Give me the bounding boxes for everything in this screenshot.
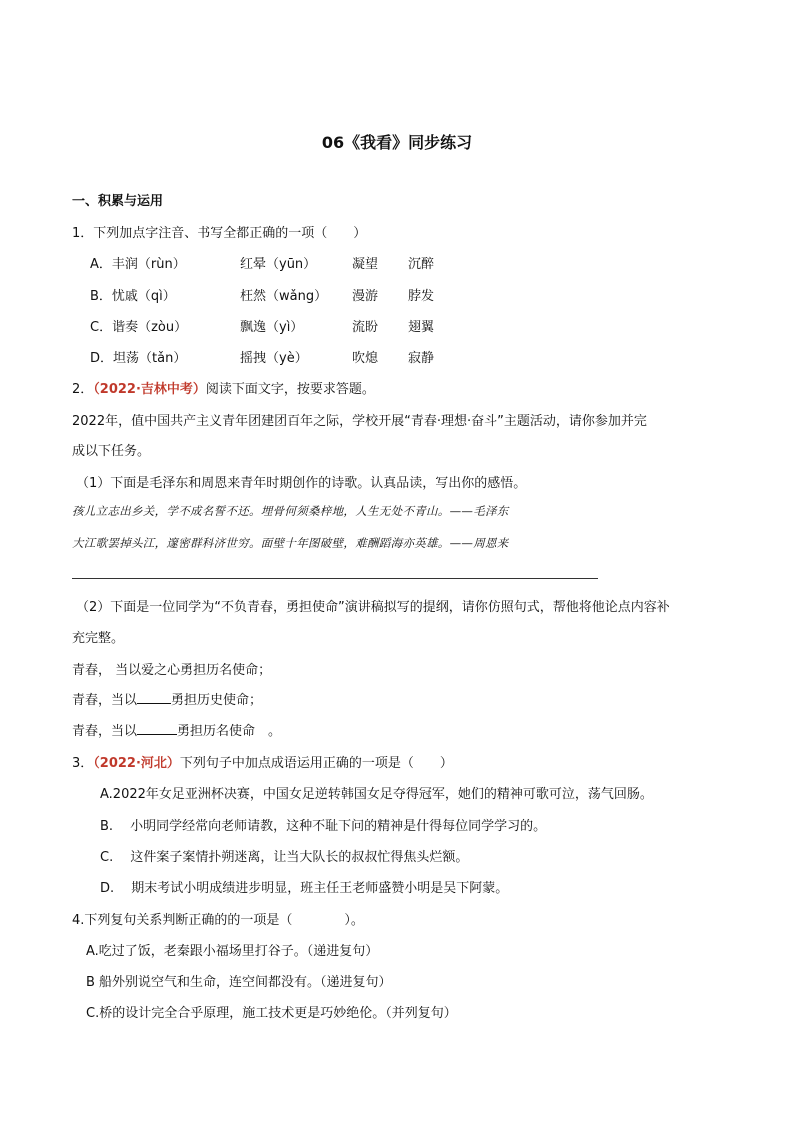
q3-stem xyxy=(72,752,453,771)
q3-option-d[interactable]: D. 期末考试小明成绩进步明显，班主任王老师盛赞小明是吴下阿蒙。 xyxy=(100,881,509,896)
option-label: B．忧戚（qì） xyxy=(90,289,176,304)
q3-number: 3． xyxy=(72,756,94,771)
q3-source-tag: （2022·河北） xyxy=(93,756,180,771)
q4-option-a[interactable]: A.吃过了饭，老秦跟小福场里打谷子。（递进复句） xyxy=(86,944,379,959)
q4-stem: 4.下列复句关系判断正确的的一项是（ ）。 xyxy=(72,913,364,928)
q2-intro-line-1: 2022年，值中国共产主义青年团建团百年之际，学校开展“青春·理想·奋斗”主题活动，请你参加并完 xyxy=(72,414,647,429)
option-word-2: 飘逸（yì） xyxy=(240,320,304,335)
outline-prefix: 青春，当以 xyxy=(72,724,138,739)
option-word-4: 沉醉 xyxy=(408,257,435,272)
fill-blank-2[interactable] xyxy=(137,722,177,735)
outline-suffix: 勇担历史使命； xyxy=(171,693,263,708)
option-word-3: 凝望 xyxy=(352,257,379,272)
option-word-4: 翅翼 xyxy=(408,320,435,335)
outline-prefix: 青春，当以 xyxy=(72,693,138,708)
option-word-3: 吹熄 xyxy=(352,351,379,366)
outline-line-3 xyxy=(72,720,281,739)
option-word-3: 漫游 xyxy=(352,289,379,304)
option-word-3: 流盼 xyxy=(352,320,379,335)
q1-stem: 1．下列加点字注音、书写全都正确的一项（ ） xyxy=(72,226,367,241)
option-word-2: 红晕（yūn） xyxy=(240,257,317,272)
option-word-2: 摇拽（yè） xyxy=(240,351,308,366)
poem-mao: 孩儿立志出乡关，学不成名誓不还。埋骨何须桑梓地，人生无处不青山。——毛泽东 xyxy=(72,504,509,518)
option-label: A．丰润（rùn） xyxy=(90,257,186,272)
q4-option-b[interactable]: B 船外别说空气和生命，连空间都没有。（递进复句） xyxy=(86,975,392,990)
q2-intro-line-2: 成以下任务。 xyxy=(72,444,151,459)
q4-option-c[interactable]: C.桥的设计完全合乎原理，施工技术更是巧妙绝伦。（并列复句） xyxy=(86,1006,457,1021)
fill-blank-1[interactable] xyxy=(137,691,171,704)
q2-source-tag: （2022·吉林中考） xyxy=(93,382,206,397)
q2-stem xyxy=(72,378,375,397)
q3-option-c[interactable]: C. 这件案子案情扑朔迷离，让当大队长的叔叔忙得焦头烂额。 xyxy=(100,850,469,865)
q2-number: 2． xyxy=(72,382,94,397)
option-word-2: 枉然（wǎng） xyxy=(240,289,328,304)
outline-line-2 xyxy=(72,689,262,708)
outline-suffix: 勇担历名使命 。 xyxy=(177,724,282,739)
q3-option-a[interactable]: A.2022年女足亚洲杯决赛，中国女足逆转韩国女足夺得冠军，她们的精神可歌可泣，荡气回肠。 xyxy=(100,787,653,802)
q2-sub-question-1: （1）下面是毛泽东和周恩来青年时期创作的诗歌。认真品读，写出你的感悟。 xyxy=(76,476,527,491)
option-label: D．坦荡（tǎn） xyxy=(90,351,187,366)
option-word-4: 寂静 xyxy=(408,351,435,366)
q3-option-b[interactable]: B. 小明同学经常向老师请教，这种不耻下问的精神是什得每位同学学习的。 xyxy=(100,819,547,834)
q2-sub-question-2-line-2: 充完整。 xyxy=(72,631,125,646)
poem-zhou: 大江歌罢掉头江，邃密群科济世穷。面壁十年图破壁，难酬蹈海亦英雄。——周恩来 xyxy=(72,536,509,550)
option-label: C．谐奏（zòu） xyxy=(90,320,188,335)
outline-line-1: 青春， 当以爱之心勇担历名使命； xyxy=(72,663,272,678)
option-word-4: 脖发 xyxy=(408,289,435,304)
q2-sub-question-2-line-1: （2）下面是一位同学为“不负青春，勇担使命”演讲稿拟写的提纲，请你仿照句式，帮他将他论点内容补 xyxy=(76,600,670,615)
answer-line[interactable] xyxy=(72,578,598,579)
page-title: 06《我看》同步练习 xyxy=(321,133,473,152)
q3-stem-text: 下列句子中加点成语运用正确的一项是（ ） xyxy=(179,756,453,771)
q2-stem-text: 阅读下面文字，按要求答题。 xyxy=(205,382,375,397)
section-heading: 一、积累与运用 xyxy=(72,194,164,209)
